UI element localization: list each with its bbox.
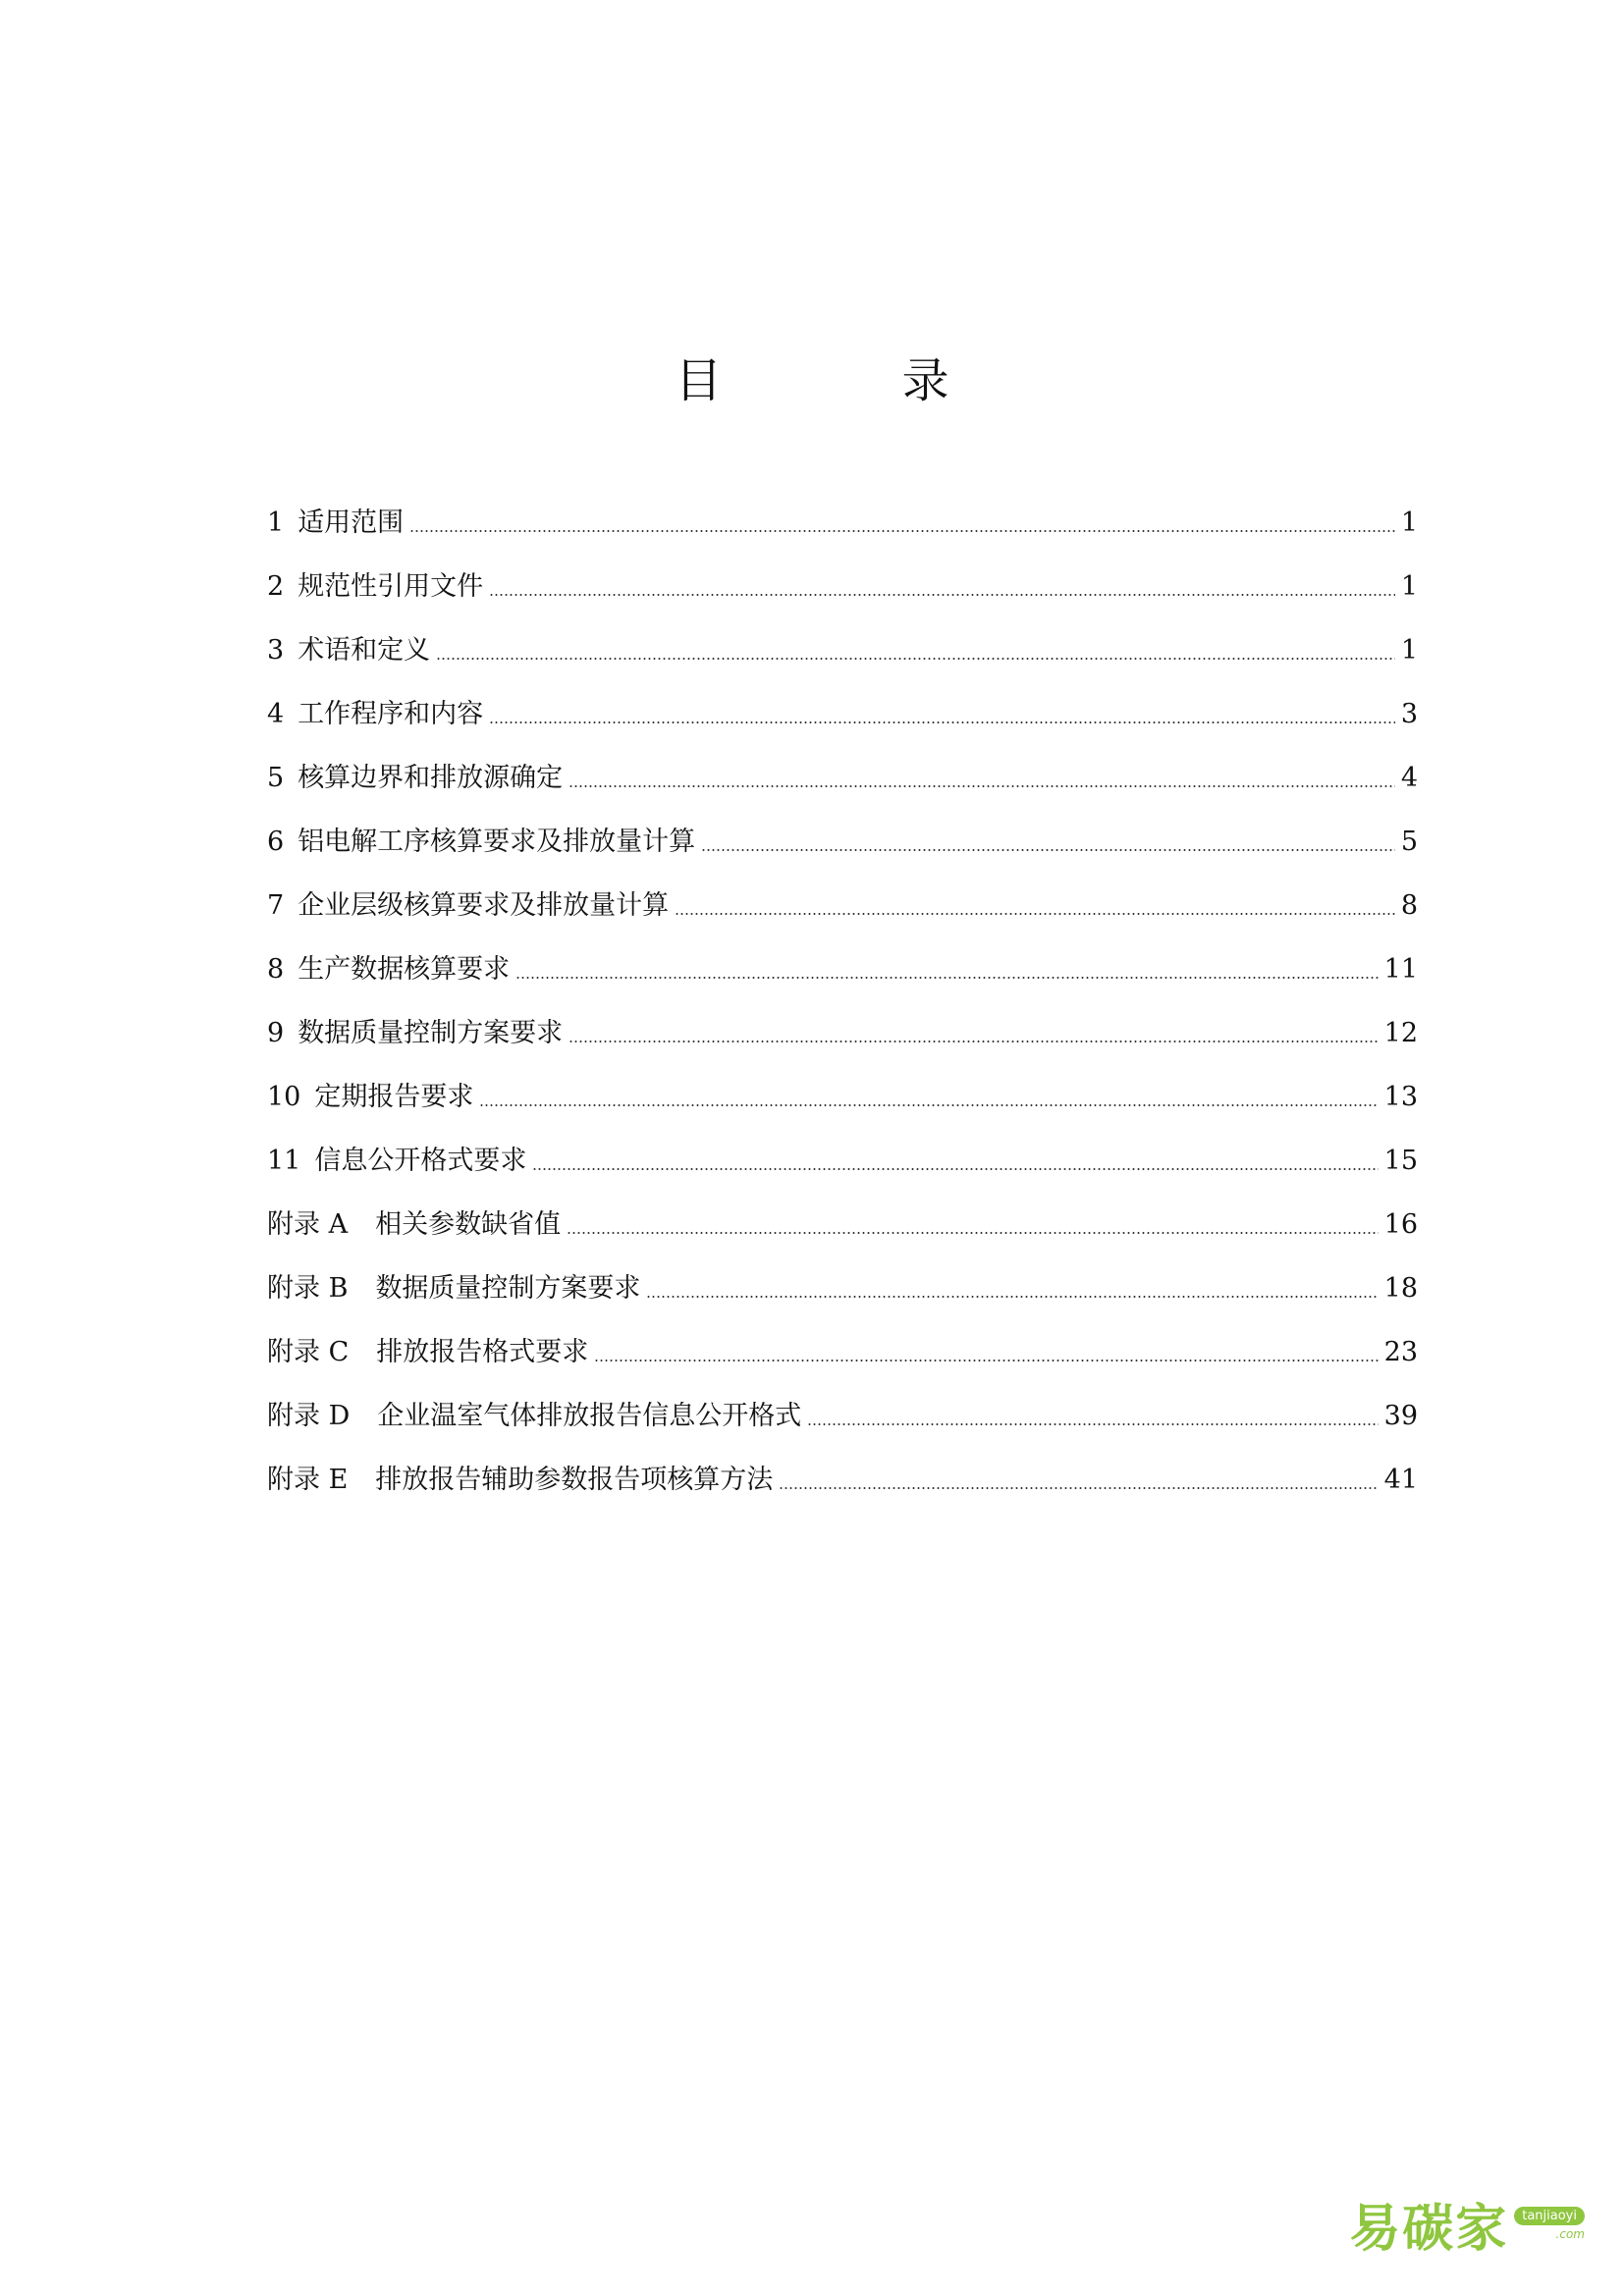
toc-entry[interactable] [267,937,1418,1001]
toc-entry-label: 数据质量控制方案要求 [375,1272,641,1304]
toc-entry-number: 附录 D [267,1400,351,1431]
toc-entry-label: 铝电解工序核算要求及排放量计算 [298,826,696,857]
toc-entry-page: 1 [1400,507,1418,538]
toc-entry[interactable] [267,491,1418,555]
dot-leader [675,912,1395,916]
toc-entry-number: 6 [267,826,285,857]
page-title: 目 录 [675,353,1032,408]
toc-entry[interactable] [267,746,1418,810]
toc-entry-page: 41 [1383,1464,1418,1495]
dot-leader [489,721,1395,724]
dot-leader [646,1295,1378,1299]
watermark-logo [1349,2187,1585,2261]
toc-entry-page: 23 [1383,1336,1418,1367]
toc-entry-label: 数据质量控制方案要求 [298,1017,564,1048]
dot-leader [568,784,1395,788]
dot-leader [436,657,1395,661]
watermark-suffix: .com [1555,2227,1585,2241]
toc-entry[interactable] [267,874,1418,937]
dot-leader [479,1103,1378,1107]
toc-entry-page: 18 [1383,1272,1418,1304]
toc-entry-page: 16 [1383,1208,1418,1240]
toc-entry-label: 信息公开格式要求 [314,1145,527,1176]
table-of-contents [267,491,1418,1512]
toc-entry[interactable] [267,1256,1418,1320]
toc-entry-number: 7 [267,889,285,921]
dot-leader [515,976,1378,980]
toc-entry-page: 4 [1400,762,1418,793]
toc-entry-number: 附录 E [267,1464,349,1495]
toc-entry[interactable] [267,555,1418,618]
toc-entry-page: 5 [1400,826,1418,857]
toc-entry-page: 8 [1400,889,1418,921]
toc-entry-label: 核算边界和排放源确定 [298,762,564,793]
toc-entry-page: 15 [1383,1145,1418,1176]
toc-entry-number: 附录 A [267,1208,349,1240]
toc-entry-page: 1 [1400,634,1418,666]
toc-entry-label: 定期报告要求 [314,1081,474,1112]
toc-entry-number: 5 [267,762,285,793]
toc-entry-number: 1 [267,507,285,538]
toc-entry[interactable] [267,1001,1418,1065]
toc-entry-label: 相关参数缺省值 [375,1208,562,1240]
toc-entry-page: 39 [1383,1400,1418,1431]
toc-entry-page: 11 [1383,953,1418,985]
dot-leader [568,1040,1378,1043]
watermark-site: tanjiaoyi [1514,2207,1585,2225]
toc-entry-label: 排放报告辅助参数报告项核算方法 [375,1464,774,1495]
toc-entry-page: 12 [1383,1017,1418,1048]
watermark-brand: 易碳家 [1349,2200,1509,2259]
toc-entry-number: 4 [267,698,285,729]
toc-entry[interactable] [267,618,1418,682]
dot-leader [567,1231,1379,1235]
toc-entry-number: 10 [267,1081,301,1112]
dot-leader [779,1486,1378,1490]
watermark-url-badge [1514,2207,1585,2241]
dot-leader [489,593,1395,597]
toc-entry[interactable] [267,1129,1418,1193]
dot-leader [701,848,1395,852]
dot-leader [409,529,1395,533]
toc-entry[interactable] [267,1448,1418,1512]
toc-entry-label: 企业温室气体排放报告信息公开格式 [377,1400,802,1431]
toc-entry-number: 2 [267,570,285,602]
toc-entry-label: 生产数据核算要求 [298,953,511,985]
toc-entry-label: 企业层级核算要求及排放量计算 [298,889,670,921]
toc-entry-page: 13 [1383,1081,1418,1112]
toc-entry[interactable] [267,1320,1418,1384]
toc-entry-label: 适用范围 [298,507,405,538]
toc-entry-label: 规范性引用文件 [298,570,484,602]
toc-entry[interactable] [267,1065,1418,1129]
toc-entry-page: 3 [1400,698,1418,729]
toc-entry-number: 附录 B [267,1272,349,1304]
toc-entry-number: 3 [267,634,285,666]
toc-entry-number: 11 [267,1145,301,1176]
toc-entry[interactable] [267,682,1418,746]
toc-entry-number: 9 [267,1017,285,1048]
toc-entry-number: 附录 C [267,1336,350,1367]
dot-leader [807,1422,1378,1426]
toc-entry-number: 8 [267,953,285,985]
dot-leader [594,1359,1378,1362]
toc-entry-label: 术语和定义 [298,634,431,666]
dot-leader [532,1167,1378,1171]
toc-entry-page: 1 [1400,570,1418,602]
toc-entry[interactable] [267,1384,1418,1448]
toc-entry[interactable] [267,1193,1418,1256]
toc-entry[interactable] [267,810,1418,874]
toc-entry-label: 工作程序和内容 [298,698,484,729]
toc-entry-label: 排放报告格式要求 [376,1336,589,1367]
